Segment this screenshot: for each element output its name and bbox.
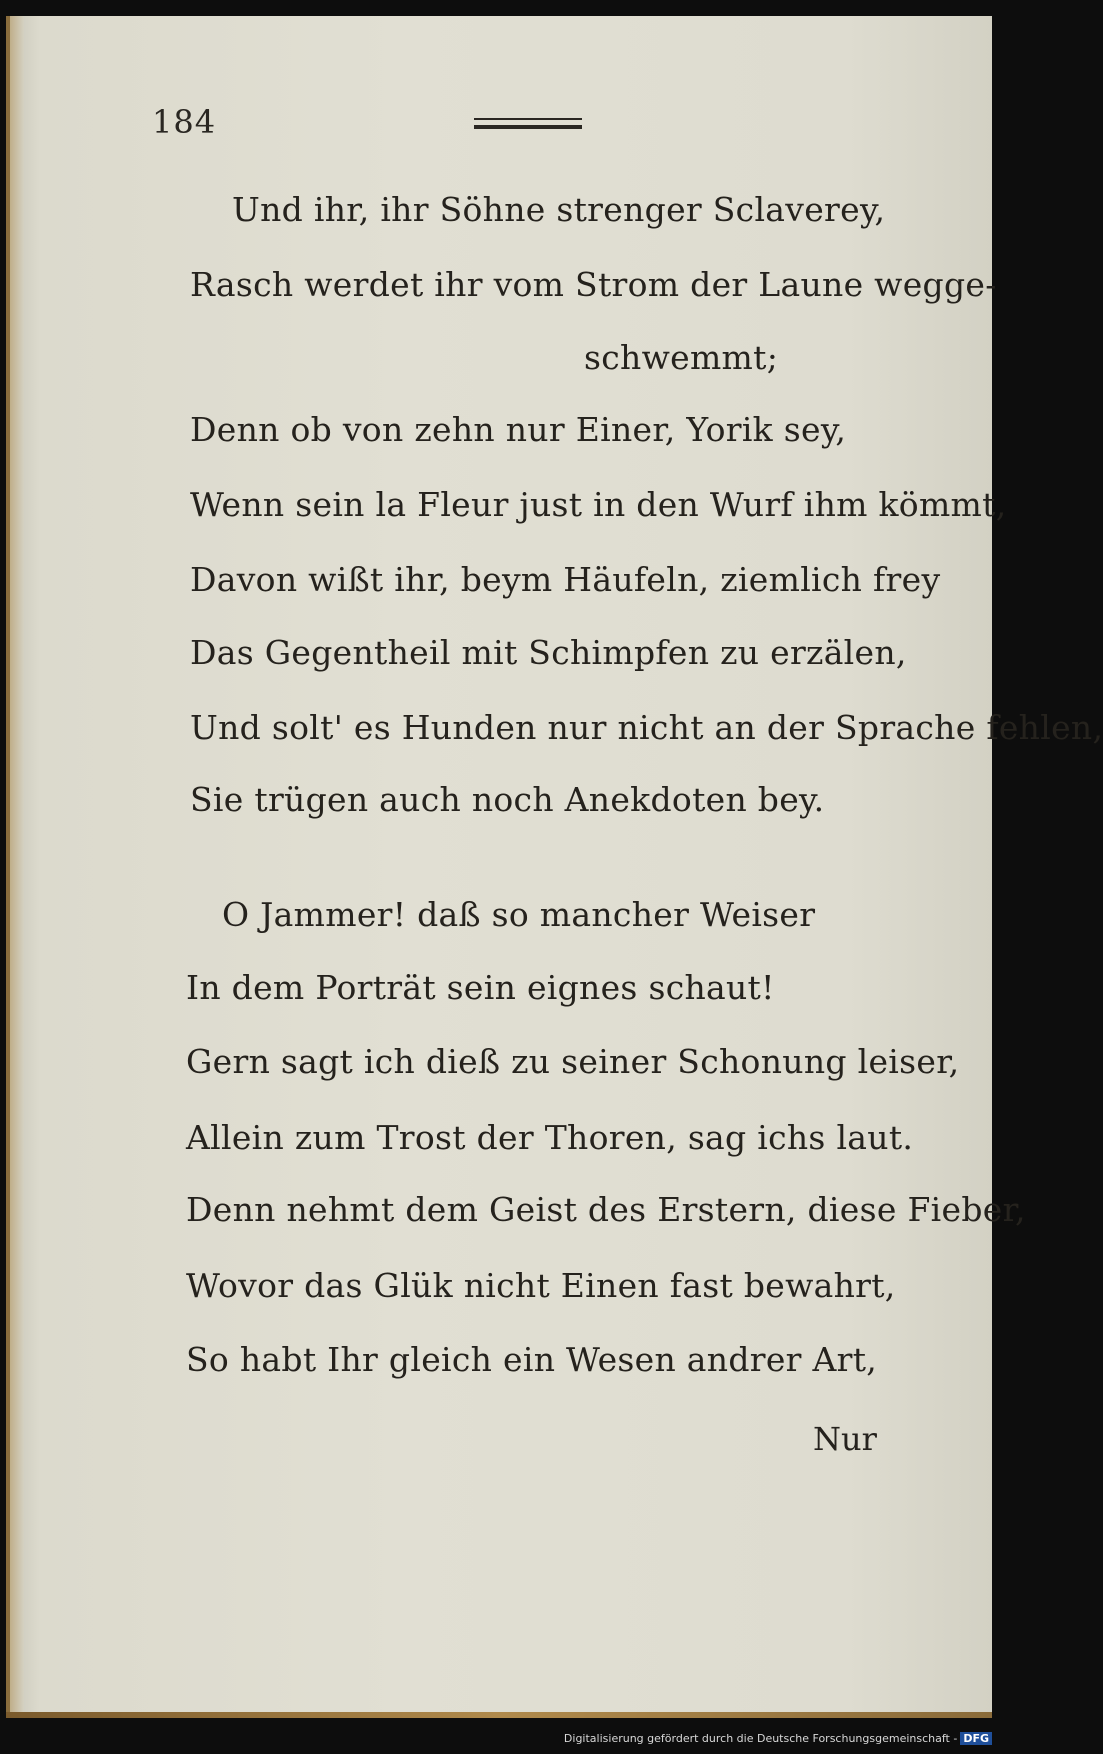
verse-line: Allein zum Trost der Thoren, sag ichs laut. [186,1118,914,1157]
verse-line: Denn nehmt dem Geist des Erstern, diese Fieber, [186,1190,1026,1229]
verse-line: Davon wißt ihr, beym Häufeln, ziemlich frey [190,560,941,599]
verse-line: Rasch werdet ihr vom Strom der Laune wegge- [190,265,997,304]
catchword: Nur [813,1420,877,1458]
verse-line: In dem Porträt sein eignes schaut! [186,968,775,1007]
verse-line: Sie trügen auch noch Anekdoten bey. [190,780,825,819]
verse-line: Wovor das Glük nicht Einen fast bewahrt, [186,1266,896,1305]
verse-line: Denn ob von zehn nur Einer, Yorik sey, [190,410,847,449]
header-rule-thin [474,118,582,120]
dfg-logo: DFG [960,1732,992,1745]
page-bottom-edge [6,1712,992,1718]
verse-line: Und ihr, ihr Söhne strenger Sclaverey, [232,190,886,229]
credit-text: Digitalisierung gefördert durch die Deutsche Forschungsgemeinschaft - [563,1732,958,1745]
verse-line: Wenn sein la Fleur just in den Wurf ihm kömmt, [190,485,1007,524]
verse-line: So habt Ihr gleich ein Wesen andrer Art, [186,1340,878,1379]
verse-line: Und solt' es Hunden nur nicht an der Sprache fehlen, [190,708,1103,747]
page-gutter [10,16,24,1718]
header-rule [474,118,582,130]
header-rule-thick [474,125,582,129]
verse-line: Gern sagt ich dieß zu seiner Schonung leiser, [186,1042,960,1081]
page-number: 184 [152,103,217,141]
verse-line: Das Gegentheil mit Schimpfen zu erzälen, [190,633,907,672]
digitization-credit [564,1732,992,1745]
verse-line: schwemmt; [584,338,779,377]
verse-line: O Jammer! daß so mancher Weiser [222,895,816,934]
